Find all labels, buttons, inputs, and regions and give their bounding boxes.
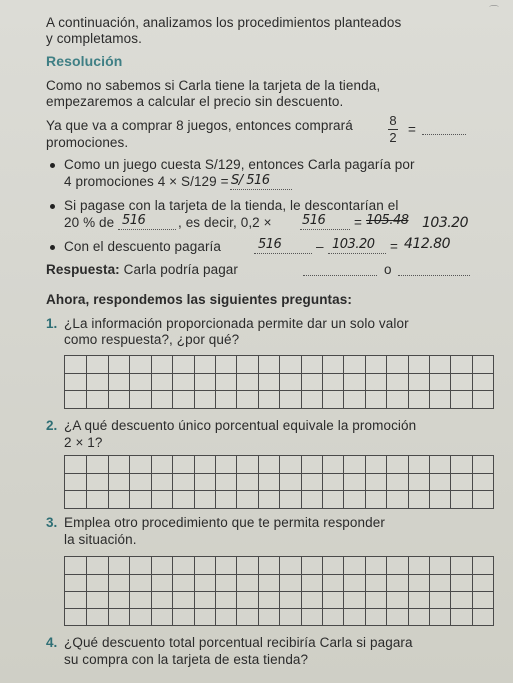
blank-answer-1[interactable] — [303, 275, 377, 276]
grid-column-line — [151, 557, 152, 625]
grid-column-line — [86, 557, 87, 625]
bullet3-pre: Con el descuento pagaría — [64, 239, 222, 254]
fraction-denominator: 2 — [389, 130, 397, 145]
question-3-line1: Emplea otro procedimiento que te permita responder — [64, 515, 385, 530]
grid-column-line — [386, 456, 387, 508]
grid-column-line — [151, 356, 152, 408]
grid-column-line — [194, 356, 195, 408]
respuesta-text: Carla podría pagar — [123, 262, 239, 277]
answer-grid-q3[interactable] — [64, 556, 494, 626]
handwritten-516: 516 — [122, 213, 146, 228]
blank-line[interactable] — [230, 189, 292, 190]
grid-column-line — [194, 456, 195, 508]
grid-column-line — [172, 456, 173, 508]
resolucion-p2-line1: Ya que va a comprar 8 juegos, entonces comprará — [46, 118, 353, 133]
grid-column-line — [365, 356, 366, 408]
handwritten-struck-value: 105.48 — [366, 213, 409, 228]
grid-column-line — [194, 557, 195, 625]
grid-column-line — [172, 356, 173, 408]
bullet-dot — [50, 245, 55, 250]
question-1-line2: como respuesta?, ¿por qué? — [64, 332, 240, 347]
blank-line[interactable] — [254, 253, 312, 254]
grid-column-line — [408, 557, 409, 625]
intro-line-1: A continuación, analizamos los procedimientos planteados — [46, 15, 402, 30]
grid-column-line — [279, 456, 280, 508]
answer-grid-q1[interactable] — [64, 355, 494, 409]
grid-column-line — [129, 456, 130, 508]
question-2-line1: ¿A qué descuento único porcentual equivale la promoción — [64, 418, 417, 433]
grid-column-line — [408, 456, 409, 508]
question-2-line2: 2 × 1? — [64, 435, 103, 450]
grid-column-line — [386, 557, 387, 625]
grid-column-line — [258, 456, 259, 508]
grid-column-line — [408, 356, 409, 408]
grid-column-line — [322, 557, 323, 625]
grid-column-line — [258, 557, 259, 625]
grid-column-line — [365, 456, 366, 508]
handwritten-answer-516: S/ 516 — [231, 173, 270, 188]
resolucion-p2-line2: promociones. — [46, 135, 129, 150]
handwritten-516: 516 — [258, 237, 282, 252]
bullet3-minus: – — [316, 239, 324, 254]
grid-column-line — [450, 356, 451, 408]
grid-column-line — [322, 356, 323, 408]
grid-column-line — [86, 456, 87, 508]
grid-column-line — [236, 557, 237, 625]
grid-column-line — [108, 557, 109, 625]
grid-column-line — [343, 557, 344, 625]
grid-column-line — [472, 356, 473, 408]
grid-column-line — [450, 557, 451, 625]
resolucion-title: Resolución — [46, 53, 123, 69]
question-1-line1: ¿La información proporcionada permite dar un solo valor — [64, 316, 409, 331]
grid-column-line — [86, 356, 87, 408]
handwritten-103-20: 103.20 — [332, 237, 375, 252]
grid-column-line — [365, 557, 366, 625]
fraction-8-over-2 — [386, 114, 400, 145]
bullet3-equals: = — [390, 239, 398, 254]
resolucion-p1-line2: empezaremos a calcular el precio sin descuento. — [46, 94, 344, 109]
grid-column-line — [151, 456, 152, 508]
grid-column-line — [301, 456, 302, 508]
question-3-line2: la situación. — [64, 532, 137, 547]
blank-answer-2[interactable] — [398, 275, 470, 276]
bullet-dot — [50, 163, 55, 168]
blank-line[interactable] — [328, 253, 386, 254]
grid-column-line — [258, 356, 259, 408]
grid-column-line — [236, 456, 237, 508]
fraction-equals: = — [408, 122, 416, 137]
grid-column-line — [343, 456, 344, 508]
question-2-number: 2. — [46, 418, 58, 433]
bullet2-mid: , es decir, 0,2 × — [178, 215, 272, 230]
grid-column-line — [215, 456, 216, 508]
handwritten-412-80: 412.80 — [404, 236, 450, 252]
grid-column-line — [172, 557, 173, 625]
answer-grid-q2[interactable] — [64, 455, 494, 509]
handwritten-103-20: 103.20 — [422, 215, 468, 231]
grid-column-line — [215, 356, 216, 408]
respuesta-label: Respuesta: — [46, 262, 120, 277]
grid-column-line — [236, 356, 237, 408]
grid-column-line — [108, 356, 109, 408]
bullet2-equals: = — [354, 215, 362, 230]
bullet1-line1: Como un juego cuesta S/129, entonces Carla pagaría por — [64, 157, 415, 172]
question-4-line1: ¿Qué descuento total porcentual recibiría Carla si pagara — [64, 635, 413, 650]
grid-column-line — [472, 557, 473, 625]
intro-line-2: y completamos. — [46, 31, 142, 46]
grid-column-line — [322, 456, 323, 508]
bullet-dot — [50, 204, 55, 209]
grid-column-line — [429, 456, 430, 508]
preguntas-intro: Ahora, respondemos las siguientes preguntas: — [46, 292, 352, 307]
resolucion-p1-line1: Como no sabemos si Carla tiene la tarjeta de la tienda, — [46, 78, 381, 93]
bullet2-pre: 20 % de — [64, 215, 115, 230]
grid-column-line — [279, 356, 280, 408]
bullet1-line2: 4 promociones 4 × S/129 = — [64, 174, 229, 189]
question-4-line2: su compra con la tarjeta de esta tienda? — [64, 652, 309, 667]
grid-column-line — [343, 356, 344, 408]
blank-line[interactable] — [300, 229, 350, 230]
fraction-numerator: 8 — [389, 113, 397, 128]
grid-column-line — [386, 356, 387, 408]
handwritten-516: 516 — [302, 213, 326, 228]
grid-column-line — [108, 456, 109, 508]
grid-column-line — [279, 557, 280, 625]
grid-column-line — [129, 557, 130, 625]
grid-column-line — [129, 356, 130, 408]
question-4-number: 4. — [46, 635, 58, 650]
grid-column-line — [301, 356, 302, 408]
respuesta-line — [46, 262, 238, 278]
question-1-number: 1. — [46, 316, 58, 331]
grid-column-line — [301, 557, 302, 625]
bullet2-line1: Si pagase con la tarjeta de la tienda, le descontarían el — [64, 198, 399, 213]
blank-promociones[interactable] — [422, 134, 466, 135]
grid-column-line — [215, 557, 216, 625]
respuesta-o: o — [384, 262, 392, 277]
blank-line[interactable] — [118, 229, 176, 230]
question-3-number: 3. — [46, 515, 58, 530]
grid-column-line — [450, 456, 451, 508]
page-corner-mark: ⌒ — [489, 6, 499, 17]
grid-column-line — [472, 456, 473, 508]
grid-column-line — [429, 557, 430, 625]
grid-column-line — [429, 356, 430, 408]
